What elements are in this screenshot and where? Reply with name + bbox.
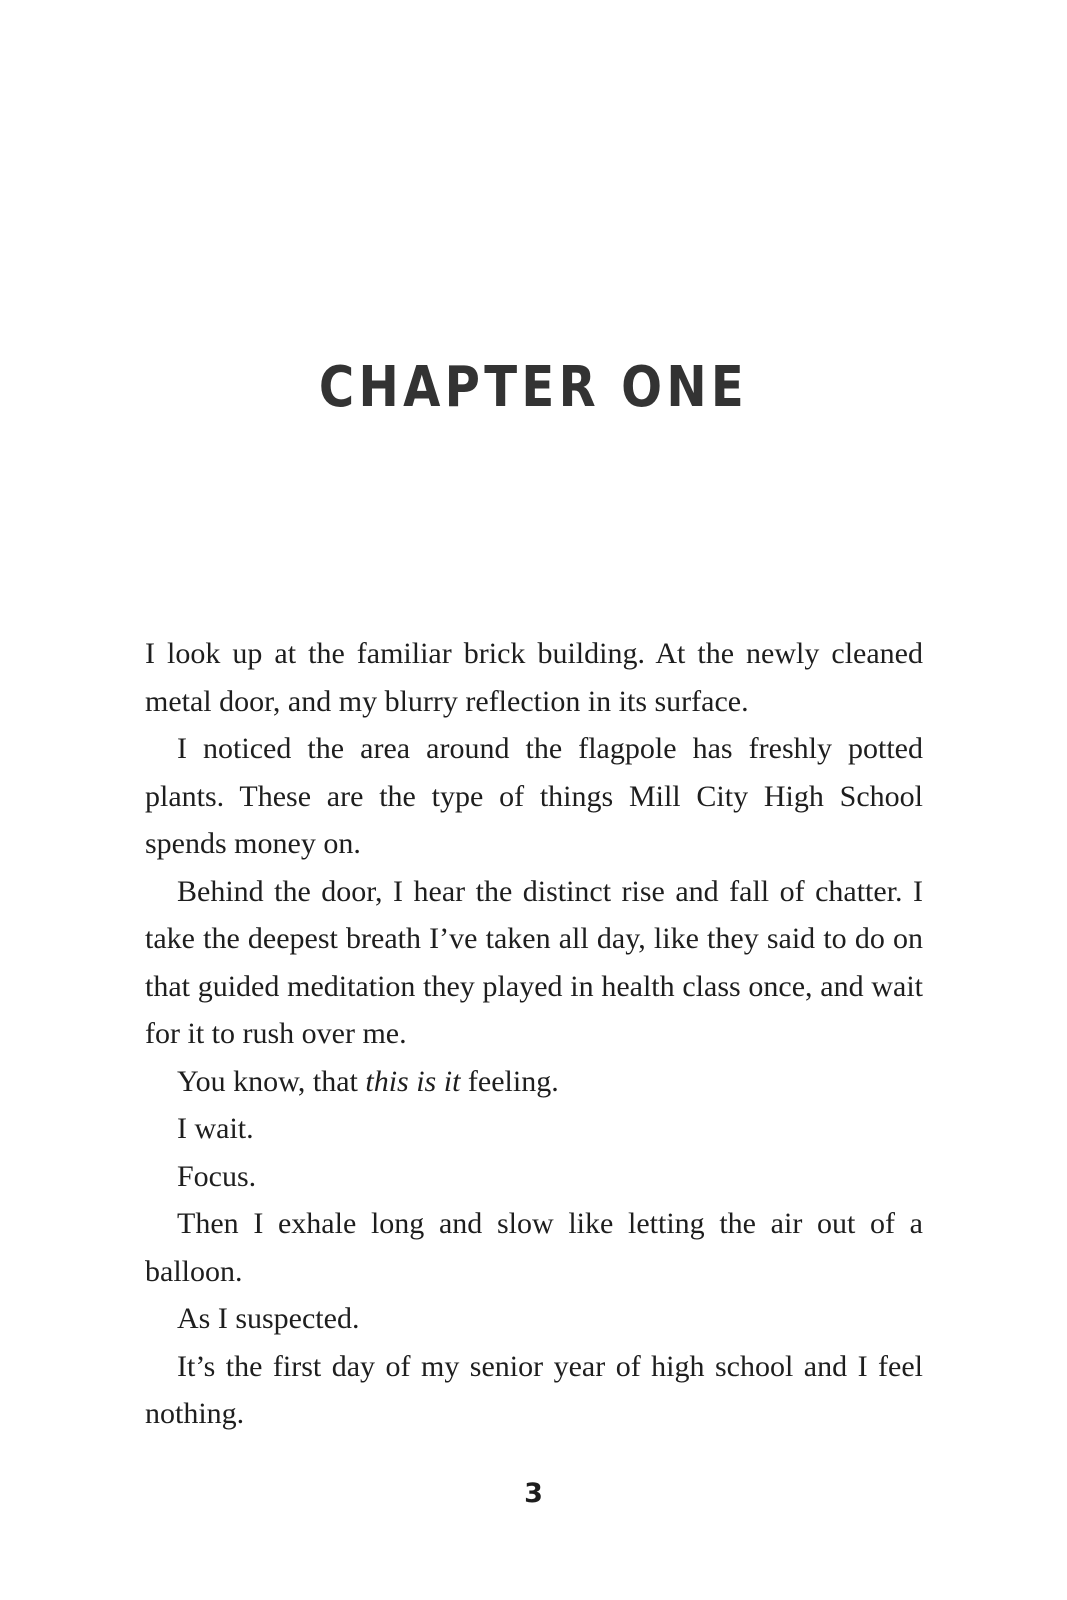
paragraph-9: It’s the first day of my senior year of high school and I feel nothing. — [145, 1349, 923, 1430]
page-number: 3 — [524, 1478, 543, 1509]
paragraph-4-end: feeling. — [460, 1064, 559, 1098]
paragraph-6: Focus. — [177, 1159, 257, 1193]
paragraph-4-italic: this is it — [365, 1064, 461, 1098]
chapter-title: CHAPTER ONE — [318, 355, 749, 420]
paragraph-4 — [145, 1058, 923, 1106]
paragraph-8: As I suspected. — [177, 1302, 360, 1335]
paragraph-3: Behind the door, I hear the distinct rise and fall of chatter. I take the deepest breath I’ve taken all day, like they said to do on that guided meditation they played in health class once, and wait for it to rush over me. — [145, 874, 923, 1050]
paragraph-5: I wait. — [177, 1112, 254, 1145]
body-text — [145, 630, 923, 1438]
paragraph-2: I noticed the area around the flagpole has freshly potted plants. These are the type of things Mill City High School spends money on. — [145, 732, 923, 860]
paragraph-4-start: You know, that — [177, 1064, 366, 1098]
paragraph-7: Then I exhale long and slow like letting the air out of a balloon. — [145, 1207, 923, 1288]
paragraph-1: I look up at the familiar brick building. At the newly cleaned metal door, and my blurry reflection in its surface. — [145, 637, 923, 718]
